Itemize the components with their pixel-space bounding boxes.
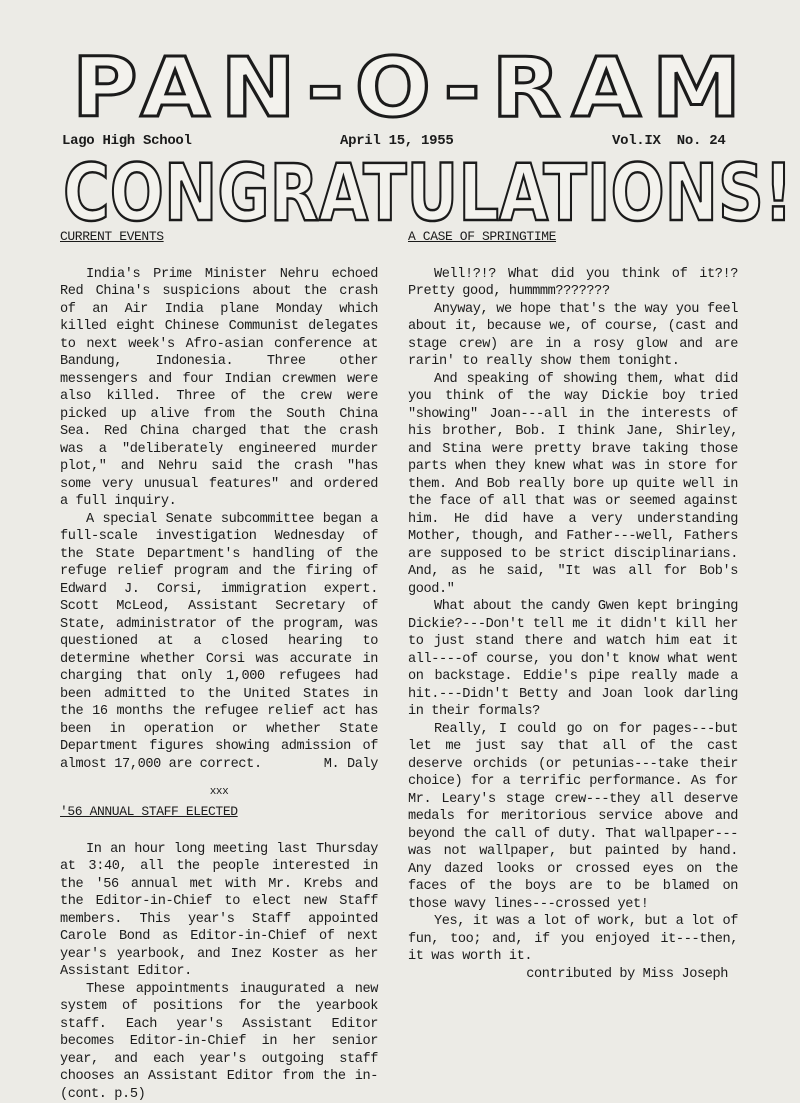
article-paragraph: What about the candy Gwen kept bringing Dickie?---Don't tell me it didn't kill her to just stand there and watch him eat it all----of course, you don't know what went on backstage. Eddie's pipe really made a hit.---Didn't Betty and Joan look darling in their formals? (408, 598, 738, 721)
article-signature: contributed by Miss Joseph (408, 966, 738, 984)
section-separator: xxx (60, 784, 378, 802)
congratulations-banner (58, 150, 798, 228)
current-events-heading: CURRENT EVENTS (60, 228, 378, 246)
congratulations-banner-text: CONGRATULATIONS! (63, 150, 793, 228)
article-paragraph: India's Prime Minister Nehru echoed Red China's suspicions about the crash of an Air India plane Monday which killed eight Chinese Communist delegates to next week's Afro-asian conference at Bandung, Indonesia. Three other messengers and four Indian crewmen were also killed. Three of the crew were picked up alive from the South China Sea. Red China charged that the crash was a "deliberately engineered murder plot," and Nehru said the crash "has some very unusual features" and ordered a full inquiry. (60, 266, 378, 511)
volume-number: Vol.IX No. 24 (612, 133, 725, 149)
masthead-title-text: PAN-O-RAM (72, 41, 752, 136)
school-name: Lago High School (62, 133, 192, 149)
left-column (60, 228, 378, 1103)
article-paragraph: And speaking of showing them, what did you think of the way Dickie boy tried "showing" Joan---all in the interests of his brother, Bob. I think Jane, Shirley, and Stina were pretty brave taking those parts when they knew what was in store for them. And Bob really bore up quite well in the face of all that was or seemed against him. He did have a very understanding Mother, though, and Father---well, Fathers are supposed to be strict disciplinarians. And, as he said, "It was all for Bob's good." (408, 371, 738, 599)
article-paragraph: A special Senate subcommittee began a full-scale investigation Wednesday of the State Department's handling of the refuge relief program and the firing of Edward J. Corsi, immigration expert. Scott McLeod, Assistant Secretary of State, administrator of the program, was questioned at a closed hearing to determine whether Corsi was accurate in charging that only 1,000 refugees had been admitted to the United States in the 16 months the refugee relief act has been in operation or whether State Department figures showing admission of almost 17,000 are correct. (60, 511, 378, 774)
article-signature: M. Daly (60, 756, 378, 774)
article-paragraph: In an hour long meeting last Thursday at 3:40, all the people interested in the '56 annual met with Mr. Krebs and the Editor-in-Chief to elect new Staff members. This year's Staff appointed Carole Bond as Editor-in-Chief of next year's yearbook, and Inez Koster as her Assistant Editor. (60, 841, 378, 981)
springtime-heading: A CASE OF SPRINGTIME (408, 228, 738, 246)
masthead-title (62, 38, 762, 138)
right-column (408, 228, 738, 983)
issue-date: April 15, 1955 (340, 133, 453, 149)
article-paragraph: Anyway, we hope that's the way you feel about it, because we, of course, (cast and stage crew) are in a rosy glow and are rarin' to really show them tonight. (408, 301, 738, 371)
annual-staff-heading: '56 ANNUAL STAFF ELECTED (60, 803, 378, 821)
article-paragraph: Yes, it was a lot of work, but a lot of fun, too; and, if you enjoyed it---then, it was worth it. (408, 913, 738, 966)
article-paragraph: These appointments inaugurated a new system of positions for the yearbook staff. Each year's Assistant Editor becomes Editor-in-Chief in her senior year, and each year's outgoing staff chooses an Assistant Editor from the in-(cont. p.5) (60, 981, 378, 1103)
article-paragraph: Well!?!? What did you think of it?!? Pretty good, hummmm??????? (408, 266, 738, 301)
article-paragraph: Really, I could go on for pages---but let me just say that all of the cast deserve orchids (or petunias---take their choice) for a terrific performance. As for Mr. Leary's stage crew---they all deserve medals for meritorious service above and beyond the call of duty. That wallpaper---was not wallpaper, but painted by hand. Any dazed looks or crossed eyes on the faces of the boys are to be blamed on those wavy lines---crossed yet! (408, 721, 738, 914)
